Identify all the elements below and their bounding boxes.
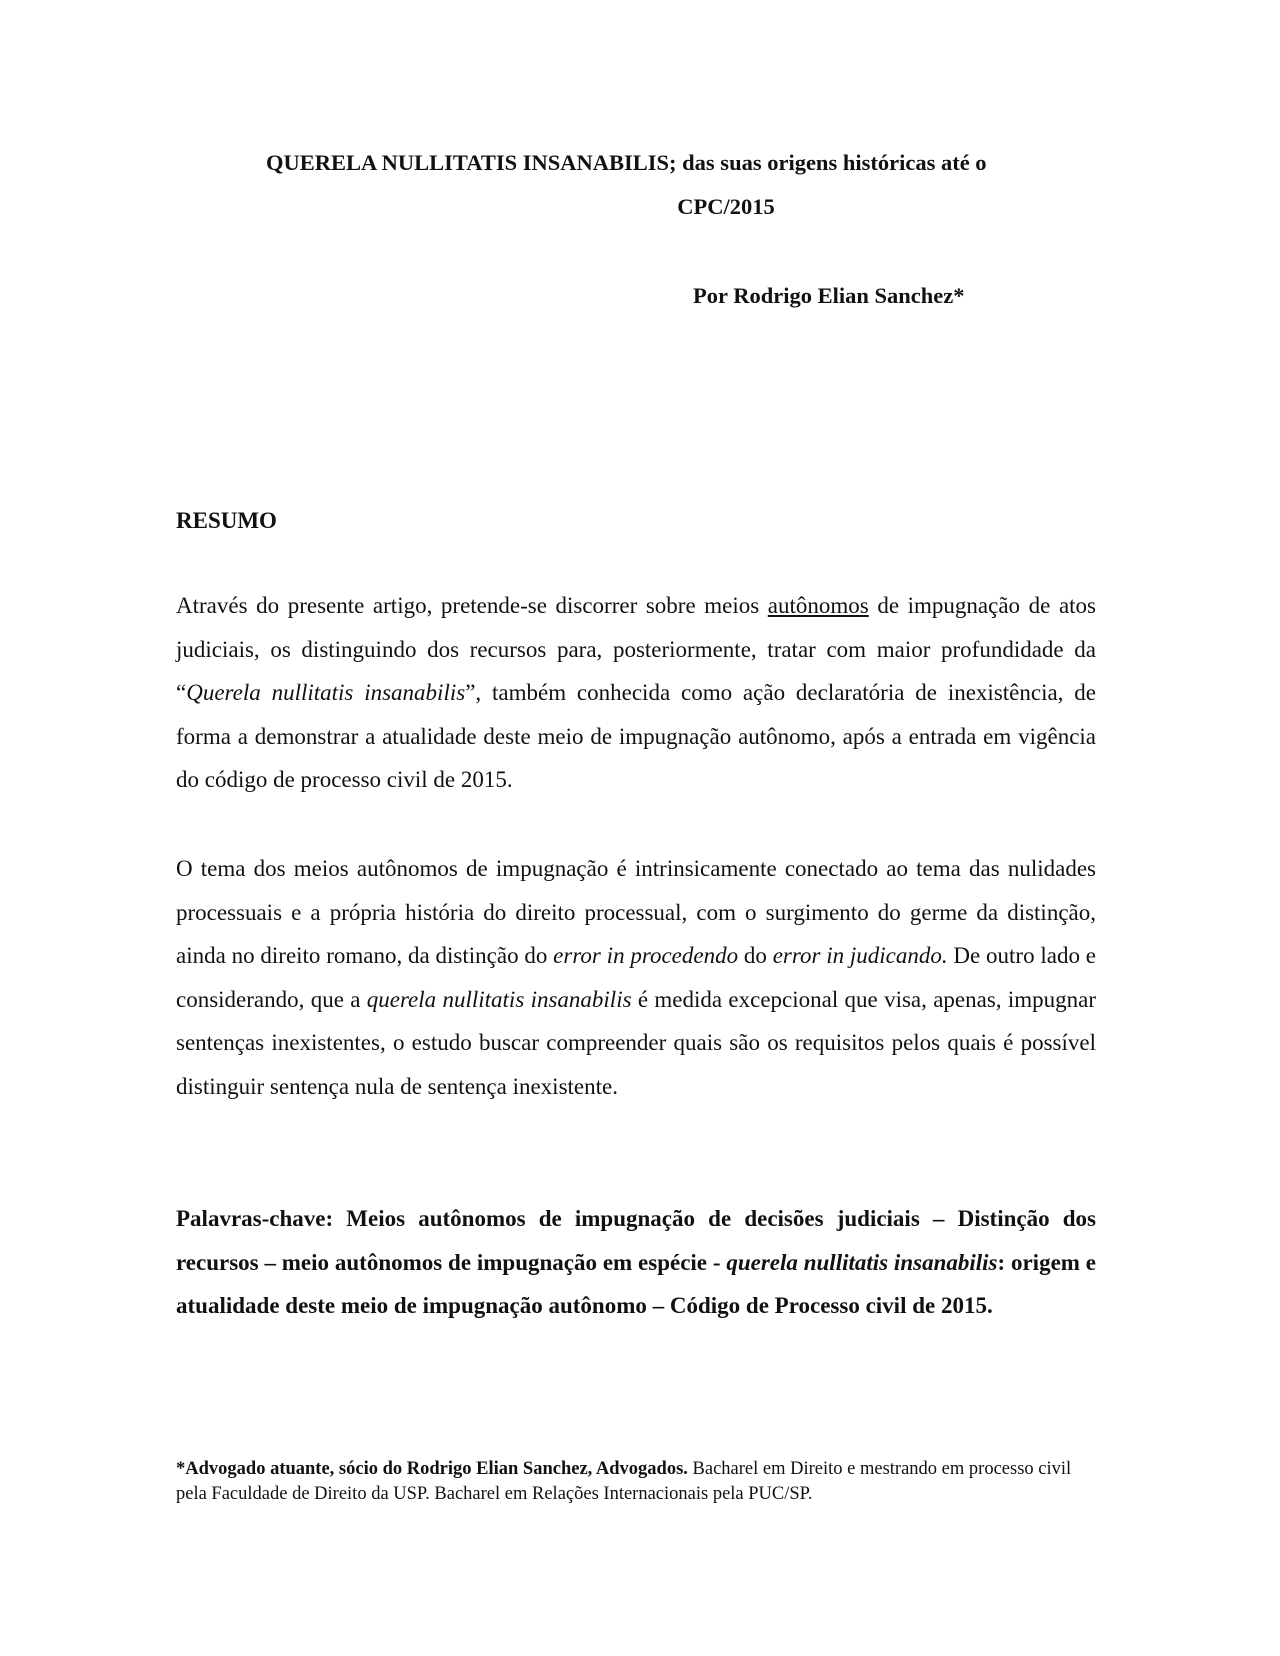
italic-term: error in procedendo (553, 943, 739, 969)
underlined-text: autônomos (767, 593, 869, 618)
footnote-bold-text: *Advogado atuante, sócio do Rodrigo Elian Sanchez, Advogados. (176, 1459, 688, 1479)
italic-term: querela nullitatis insanabilis (366, 986, 632, 1012)
paragraph-text: do (738, 943, 773, 969)
keywords-text: : origem e atualidade deste meio de impugnação autônomo – Código de Processo civil de 2015. (176, 1249, 1096, 1319)
italic-term: error in judicando. (772, 943, 948, 969)
footnote-text: Bacharel em Direito e mestrando em processo civil pela Faculdade de Direito da USP. Bacharel em Relações Internacionais pela PUC/SP. (176, 1459, 1072, 1504)
abstract-paragraph-1 (176, 584, 1096, 802)
paragraph-text: De outro lado e considerando, que a (176, 943, 1096, 1012)
paragraph-text: O tema dos meios autônomos de impugnação é intrinsicamente conectado ao tema das nulidades processuais e a própria história do direito processual, com o surgimento do germe da distinção, ainda no direito romano, da distinção do (176, 856, 1096, 969)
document-title-line-2: CPC/2015 (677, 194, 775, 219)
paragraph-text: Através do presente artigo, pretende-se discorrer sobre meios (176, 593, 768, 618)
document-title-line-1: QUERELA NULLITATIS INSANABILIS; das suas origens históricas até o (266, 150, 987, 175)
author-byline: Por Rodrigo Elian Sanchez* (693, 283, 965, 308)
keywords-paragraph (176, 1197, 1096, 1328)
paragraph-text: ”, também conhecida como ação declaratória de inexistência, de forma a demonstrar a atualidade deste meio de impugnação autônomo, após a entrada em vigência do código de processo civil de 2015. (176, 680, 1096, 793)
abstract-paragraph-2 (176, 847, 1096, 1109)
italic-term: Querela nullitatis insanabilis (186, 680, 466, 706)
section-heading-resumo: RESUMO (176, 508, 277, 533)
paragraph-text: é medida excepcional que visa, apenas, impugnar sentenças inexistentes, o estudo buscar compreender quais são os requisitos pelos quais é possível distinguir sentença nula de sentença inexistente. (176, 986, 1096, 1099)
author-footnote (176, 1457, 1096, 1507)
keywords-text: Palavras-chave: Meios autônomos de impugnação de decisões judiciais – Distinção dos recursos – meio autônomos de impugnação em espécie - (176, 1206, 1096, 1275)
paragraph-text: de impugnação de atos judiciais, os distinguindo dos recursos para, posteriormente, tratar com maior profundidade da “ (176, 593, 1096, 706)
italic-term: querela nullitatis insanabilis (726, 1249, 998, 1275)
